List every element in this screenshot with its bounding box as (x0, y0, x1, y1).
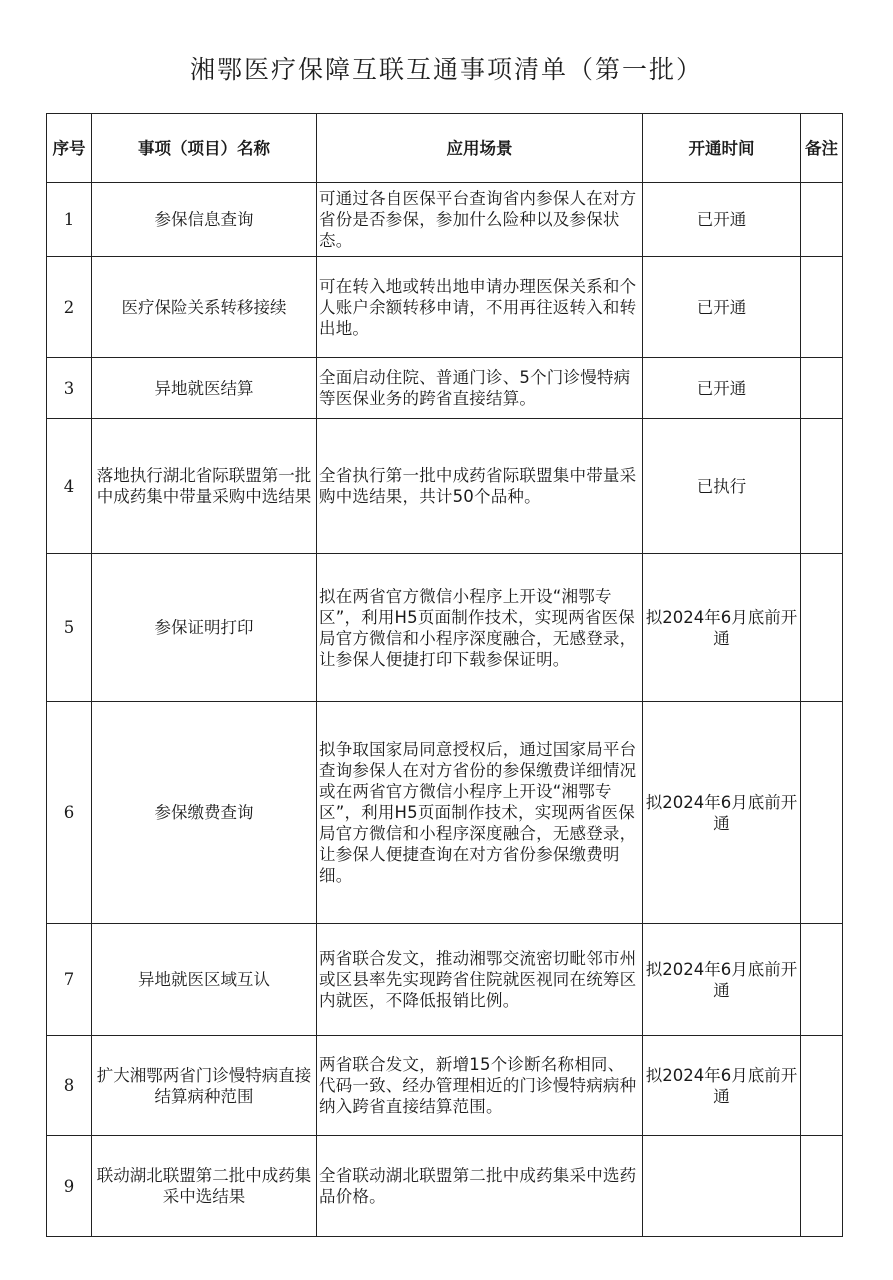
row-number: 6 (47, 702, 92, 924)
table-row (47, 554, 843, 702)
row-scenario: 拟在两省官方微信小程序上开设“湘鄂专区”，利用H5页面制作技术，实现两省医保局官方微信和小程序深度融合，无感登录，让参保人便捷打印下载参保证明。 (317, 554, 643, 702)
table-header-row (47, 114, 843, 183)
row-item-name: 扩大湘鄂两省门诊慢特病直接结算病种范围 (92, 1036, 317, 1136)
row-number: 8 (47, 1036, 92, 1136)
row-remarks (801, 702, 843, 924)
table-row (47, 924, 843, 1036)
row-item-name: 参保缴费查询 (92, 702, 317, 924)
row-scenario: 可在转入地或转出地申请办理医保关系和个人账户余额转移申请，不用再往返转入和转出地。 (317, 257, 643, 358)
row-scenario: 全省联动湖北联盟第二批中成药集采中选药品价格。 (317, 1136, 643, 1237)
row-open-time: 已开通 (643, 183, 801, 257)
row-item-name: 异地就医结算 (92, 358, 317, 419)
row-open-time: 已执行 (643, 419, 801, 554)
row-remarks (801, 257, 843, 358)
row-open-time: 拟2024年6月底前开通 (643, 1036, 801, 1136)
row-open-time: 拟2024年6月底前开通 (643, 702, 801, 924)
row-item-name: 医疗保险关系转移接续 (92, 257, 317, 358)
row-remarks (801, 924, 843, 1036)
row-remarks (801, 419, 843, 554)
row-scenario: 可通过各自医保平台查询省内参保人在对方省份是否参保，参加什么险种以及参保状态。 (317, 183, 643, 257)
row-number: 2 (47, 257, 92, 358)
row-number: 7 (47, 924, 92, 1036)
header-remarks: 备注 (801, 114, 843, 183)
header-application-scenario: 应用场景 (317, 114, 643, 183)
row-scenario: 两省联合发文，新增15个诊断名称相同、代码一致、经办管理相近的门诊慢特病病种纳入跨省直接结算范围。 (317, 1036, 643, 1136)
row-scenario: 全省执行第一批中成药省际联盟集中带量采购中选结果，共计50个品种。 (317, 419, 643, 554)
row-number: 3 (47, 358, 92, 419)
row-number: 9 (47, 1136, 92, 1237)
table-row (47, 702, 843, 924)
table-row (47, 419, 843, 554)
row-open-time: 拟2024年6月底前开通 (643, 554, 801, 702)
table-row (47, 358, 843, 419)
row-scenario: 两省联合发文，推动湘鄂交流密切毗邻市州或区县率先实现跨省住院就医视同在统筹区内就医，不降低报销比例。 (317, 924, 643, 1036)
row-item-name: 落地执行湖北省际联盟第一批中成药集中带量采购中选结果 (92, 419, 317, 554)
row-open-time: 已开通 (643, 358, 801, 419)
row-remarks (801, 554, 843, 702)
table-row (47, 1136, 843, 1237)
row-item-name: 异地就医区域互认 (92, 924, 317, 1036)
row-remarks (801, 358, 843, 419)
row-item-name: 参保信息查询 (92, 183, 317, 257)
row-remarks (801, 1136, 843, 1237)
page-title: 湘鄂医疗保障互联互通事项清单（第一批） (189, 55, 703, 84)
row-open-time: 已开通 (643, 257, 801, 358)
row-number: 1 (47, 183, 92, 257)
table-row (47, 257, 843, 358)
row-scenario: 拟争取国家局同意授权后，通过国家局平台查询参保人在对方省份的参保缴费详细情况或在两省官方微信小程序上开设“湘鄂专区”，利用H5页面制作技术，实现两省医保局官方微信和小程序深度融合，无感登录，让参保人便捷查询在对方省份参保缴费明细。 (317, 702, 643, 924)
row-scenario: 全面启动住院、普通门诊、5个门诊慢特病等医保业务的跨省直接结算。 (317, 358, 643, 419)
row-open-time: 拟2024年6月底前开通 (643, 924, 801, 1036)
row-item-name: 参保证明打印 (92, 554, 317, 702)
row-remarks (801, 183, 843, 257)
row-number: 4 (47, 419, 92, 554)
items-table (46, 113, 843, 1237)
row-item-name: 联动湖北联盟第二批中成药集采中选结果 (92, 1136, 317, 1237)
header-item-name: 事项（项目）名称 (92, 114, 317, 183)
row-number: 5 (47, 554, 92, 702)
header-open-time: 开通时间 (643, 114, 801, 183)
table-row (47, 183, 843, 257)
table-row (47, 1036, 843, 1136)
row-remarks (801, 1036, 843, 1136)
header-number: 序号 (47, 114, 92, 183)
row-open-time (643, 1136, 801, 1237)
